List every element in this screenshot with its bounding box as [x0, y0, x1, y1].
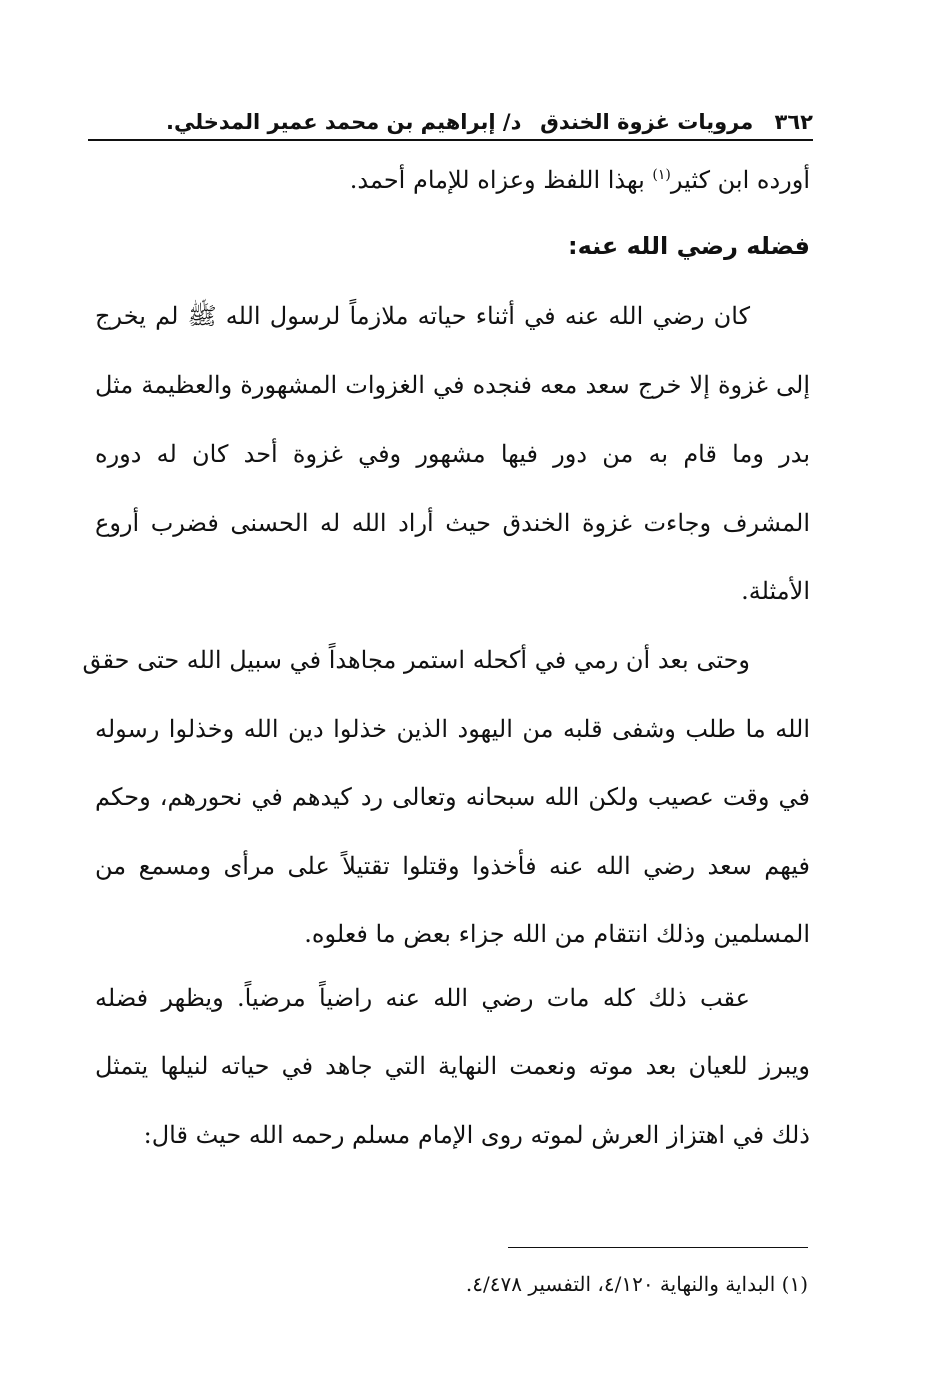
section-heading: فضله رضي الله عنه:: [567, 232, 810, 260]
header-right: [540, 110, 813, 134]
book-title: مرويات غزوة الخندق: [540, 110, 754, 134]
p3-line-1: عقب ذلك كله مات رضي الله عنه راضياً مرضياً. ويظهر فضله: [95, 984, 750, 1012]
footnote-rule: [508, 1247, 808, 1248]
p2-line-1: وحتى بعد أن رمي في أكحله استمر مجاهداً في سبيل الله حتى حقق: [82, 646, 750, 674]
header-rule: [88, 139, 813, 141]
intro-line: [95, 162, 810, 198]
p1-line-2: إلى غزوة إلا خرج سعد معه فنجده في الغزوات المشهورة والعظيمة مثل: [95, 371, 810, 399]
p2-line-2: الله ما طلب وشفى قلبه من اليهود الذين خذلوا دين الله وخذلوا رسوله: [95, 715, 810, 743]
p3-line-3: ذلك في اهتزاز العرش لموته روى الإمام مسلم رحمه الله حيث قال:: [143, 1121, 810, 1149]
p2-line-4: فيهم سعد رضي الله عنه فأخذوا وقتلوا تقتيلاً على مرأى ومسمع من: [95, 852, 811, 880]
intro-text-after: بهذا اللفظ وعزاه للإمام أحمد.: [349, 166, 653, 194]
p1-line-4: المشرف وجاءت غزوة الخندق حيث أراد الله له الحسنى فضرب أروع: [95, 509, 810, 537]
intro-text-before: أورده ابن كثير: [670, 166, 810, 194]
author-name: د/ إبراهيم بن محمد عمير المدخلي.: [166, 110, 522, 134]
page-number: ٣٦٢: [774, 110, 813, 134]
p1-line-5: الأمثلة.: [741, 577, 810, 605]
p2-line-5: المسلمين وذلك انتقام من الله جزاء بعض ما فعلوه.: [304, 920, 810, 948]
page-header: [88, 104, 813, 140]
p3-line-2: ويبرز للعيان بعد موته ونعمت النهاية التي جاهد في حياته لنيلها يتمثل: [95, 1052, 810, 1080]
p2-line-3: في وقت عصيب ولكن الله سبحانه وتعالى رد كيدهم في نحورهم، وحكم: [95, 783, 810, 811]
p1-line-1: كان رضي الله عنه في أثناء حياته ملازماً لرسول الله ﷺ لم يخرج: [95, 302, 750, 330]
p1-line-3: بدر وما قام به من دور فيها مشهور وفي غزوة أحد كان له دوره: [95, 440, 810, 468]
footnote-marker: (١): [652, 167, 671, 183]
footnote: (١) البداية والنهاية ٤/١٢٠، التفسير ٤/٤٧٨.: [465, 1272, 808, 1296]
